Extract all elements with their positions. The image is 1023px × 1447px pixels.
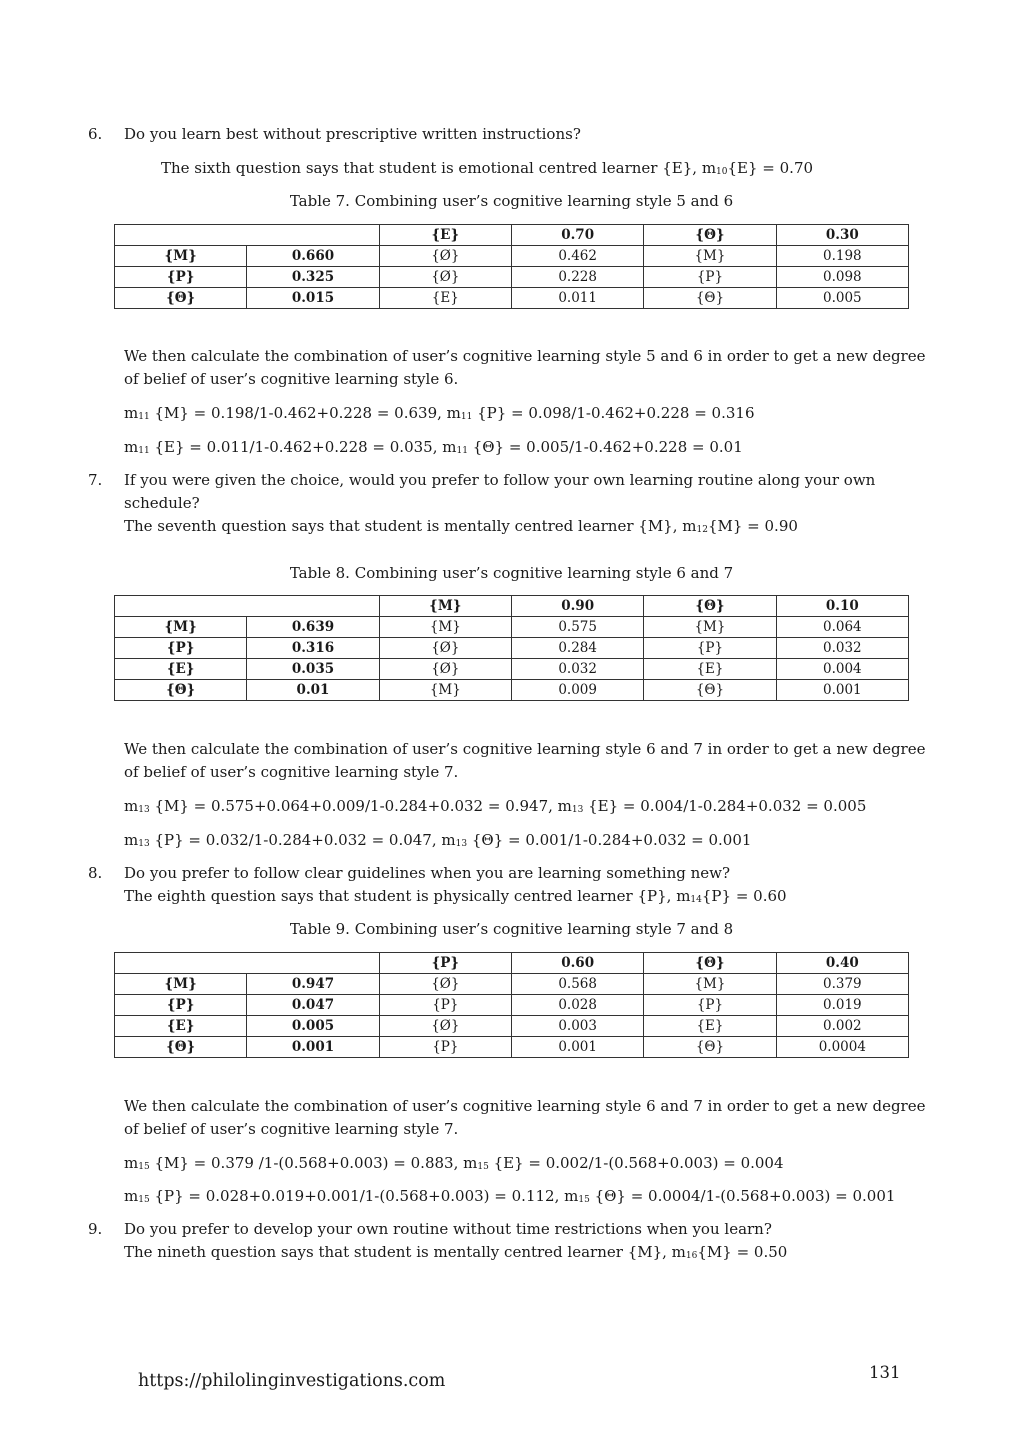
table-header-row [115, 225, 909, 246]
table-row [115, 680, 909, 701]
item-number-9: 9. [88, 1220, 103, 1238]
calc-2-text-line2: of belief of user’s cognitive learning style 7. [124, 763, 459, 781]
table-header-cell: {Θ} [644, 953, 776, 974]
calc-1-equation-1 [124, 402, 755, 429]
table-header-blank [115, 953, 380, 974]
table-cell: {Θ} [644, 680, 776, 701]
table-cell: 0.019 [776, 995, 908, 1016]
equation-text: {P} = 0.028+0.019+0.001/1-(0.568+0.003) = 0.112, m [149, 1187, 579, 1205]
table-cell: 0.228 [511, 267, 643, 288]
equation-text: {Θ} = 0.001/1-0.284+0.032 = 0.001 [467, 831, 752, 849]
table-header-cell: 0.90 [511, 596, 643, 617]
calc-2-equation-2 [124, 829, 751, 856]
table-cell: 0.064 [776, 617, 908, 638]
subscript: 13 [571, 805, 584, 815]
table-cell: {E} [115, 659, 247, 680]
table-cell: {Ø} [379, 246, 511, 267]
table-cell: {M} [379, 617, 511, 638]
equation-text: {E} = 0.004/1-0.284+0.032 = 0.005 [583, 797, 867, 815]
table-cell: 0.003 [511, 1016, 643, 1037]
table-header-cell: 0.40 [776, 953, 908, 974]
table-cell: 0.028 [511, 995, 643, 1016]
equation-text: m [124, 1187, 139, 1205]
table-row [115, 1016, 909, 1037]
equation-text: {M} = 0.198/1-0.462+0.228 = 0.639, m [149, 404, 461, 422]
statement-8: The eighth question says that student is physically centred learner {P}, $m_{14}\{P\} = 0.60$ [124, 887, 787, 905]
table-row [115, 974, 909, 995]
table-cell: {P} [644, 995, 776, 1016]
equation-text: m [124, 1154, 139, 1172]
statement-6: The sixth question says that student is emotional centred learner {E}, $m_{10}\{E\} = 0.70$ [161, 159, 814, 177]
table-cell: {M} [644, 617, 776, 638]
table-8 [114, 595, 909, 701]
table-cell: 0.001 [511, 1037, 643, 1058]
subscript: 15 [578, 1195, 590, 1205]
equation-text: m [124, 797, 139, 815]
table-cell: {Θ} [644, 288, 776, 309]
table-header-cell: {Θ} [644, 596, 776, 617]
table-cell: {M} [644, 974, 776, 995]
calc-2-equation-1 [124, 795, 866, 822]
equation-text: {Θ} = 0.0004/1-(0.568+0.003) = 0.001 [589, 1187, 896, 1205]
table-row [115, 638, 909, 659]
table-cell: 0.005 [247, 1016, 379, 1037]
table-row [115, 246, 909, 267]
calc-3-equation-2 [124, 1185, 895, 1212]
equation-text: m [124, 404, 139, 422]
subscript: 11 [138, 412, 150, 422]
table-cell: {M} [115, 617, 247, 638]
calc-1-text-line2: of belief of user’s cognitive learning style 6. [124, 370, 459, 388]
table-9-caption: Table 9. Combining user’s cognitive learning style 7 and 8 [289, 920, 734, 938]
equation-text: {E} = 0.002/1-(0.568+0.003) = 0.004 [488, 1154, 784, 1172]
table-header-blank [115, 596, 380, 617]
subscript: 13 [138, 839, 150, 849]
calc-1-equation-2 [124, 436, 743, 463]
table-9 [114, 952, 909, 1058]
table-cell: 0.004 [776, 659, 908, 680]
table-header-cell: {Θ} [644, 225, 776, 246]
question-8: Do you prefer to follow clear guidelines when you are learning something new? [124, 864, 731, 882]
page-number: 131 [869, 1363, 901, 1382]
equation-text: {M} = 0.379 /1-(0.568+0.003) = 0.883, m [149, 1154, 478, 1172]
calc-2-text-line1: We then calculate the combination of user’s cognitive learning style 6 and 7 in order to get a new degree [124, 740, 926, 758]
equation-text: {E} = 0.011/1-0.462+0.228 = 0.035, m [149, 438, 457, 456]
table-cell: 0.032 [776, 638, 908, 659]
table-cell: 0.575 [511, 617, 643, 638]
table-header-cell: 0.30 [776, 225, 908, 246]
statement-7: The seventh question says that student is mentally centred learner {M}, $m_{12}\{M\} = 0.90$ [124, 517, 798, 535]
question-6: Do you learn best without prescriptive written instructions? [124, 125, 581, 143]
table-header-cell: 0.60 [511, 953, 643, 974]
calc-3-text-line2: of belief of user’s cognitive learning style 7. [124, 1120, 459, 1138]
table-cell: {Ø} [379, 659, 511, 680]
table-cell: 0.284 [511, 638, 643, 659]
question-7-line2: schedule? [124, 494, 200, 512]
table-cell: 0.462 [511, 246, 643, 267]
table-cell: 0.005 [776, 288, 908, 309]
table-cell: {M} [379, 680, 511, 701]
equation-text: m [124, 831, 139, 849]
calc-3-text-line1: We then calculate the combination of user’s cognitive learning style 6 and 7 in order to get a new degree [124, 1097, 926, 1115]
table-cell: 0.316 [247, 638, 379, 659]
table-header-cell: {E} [379, 225, 511, 246]
table-header-blank [115, 225, 380, 246]
table-cell: 0.098 [776, 267, 908, 288]
subscript: 11 [456, 446, 468, 456]
item-number-6: 6. [88, 125, 103, 143]
table-row [115, 1037, 909, 1058]
footer-url: https://philolinginvestigations.com [138, 1371, 446, 1391]
table-cell: 0.011 [511, 288, 643, 309]
item-number-8: 8. [88, 864, 103, 882]
table-cell: {M} [115, 246, 247, 267]
table-cell: 0.047 [247, 995, 379, 1016]
table-cell: {P} [115, 995, 247, 1016]
table-cell: 0.660 [247, 246, 379, 267]
table-cell: 0.015 [247, 288, 379, 309]
item-number-7: 7. [88, 471, 103, 489]
table-cell: 0.379 [776, 974, 908, 995]
table-7-caption: Table 7. Combining user’s cognitive learning style 5 and 6 [289, 192, 734, 210]
table-cell: 0.032 [511, 659, 643, 680]
table-cell: {E} [379, 288, 511, 309]
equation-text: {Θ} = 0.005/1-0.462+0.228 = 0.01 [467, 438, 743, 456]
table-row [115, 659, 909, 680]
table-header-cell: {P} [379, 953, 511, 974]
table-cell: {P} [644, 638, 776, 659]
equation-text: m [124, 438, 139, 456]
table-cell: 0.002 [776, 1016, 908, 1037]
subscript: 13 [455, 839, 468, 849]
question-9: Do you prefer to develop your own routine without time restrictions when you learn? [124, 1220, 772, 1238]
table-row [115, 267, 909, 288]
table-cell: 0.639 [247, 617, 379, 638]
table-cell: {M} [115, 974, 247, 995]
table-cell: 0.0004 [776, 1037, 908, 1058]
table-cell: 0.198 [776, 246, 908, 267]
equation-text: {P} = 0.032/1-0.284+0.032 = 0.047, m [149, 831, 456, 849]
table-cell: 0.001 [776, 680, 908, 701]
table-cell: {E} [115, 1016, 247, 1037]
table-row [115, 288, 909, 309]
subscript: 15 [138, 1195, 150, 1205]
equation-text: {M} = 0.575+0.064+0.009/1-0.284+0.032 = 0.947, m [149, 797, 572, 815]
table-cell: 0.009 [511, 680, 643, 701]
subscript: 15 [477, 1162, 489, 1172]
table-header-row [115, 953, 909, 974]
table-header-row [115, 596, 909, 617]
table-cell: {Ø} [379, 1016, 511, 1037]
table-header-cell: 0.70 [511, 225, 643, 246]
subscript: 11 [138, 446, 150, 456]
table-cell: {Θ} [115, 1037, 247, 1058]
table-cell: 0.947 [247, 974, 379, 995]
table-cell: 0.01 [247, 680, 379, 701]
table-cell: {Ø} [379, 974, 511, 995]
table-cell: {P} [644, 267, 776, 288]
table-cell: 0.001 [247, 1037, 379, 1058]
question-7-line1: If you were given the choice, would you prefer to follow your own learning routine along your own [124, 471, 876, 489]
table-cell: 0.035 [247, 659, 379, 680]
table-cell: {M} [644, 246, 776, 267]
table-cell: {P} [115, 638, 247, 659]
equation-text: {P} = 0.098/1-0.462+0.228 = 0.316 [472, 404, 755, 422]
table-cell: 0.568 [511, 974, 643, 995]
table-8-caption: Table 8. Combining user’s cognitive learning style 6 and 7 [289, 564, 734, 582]
table-7 [114, 224, 909, 309]
table-header-cell: {M} [379, 596, 511, 617]
table-cell: {E} [644, 659, 776, 680]
table-cell: {E} [644, 1016, 776, 1037]
table-row [115, 617, 909, 638]
subscript: 15 [138, 1162, 150, 1172]
table-cell: {P} [379, 995, 511, 1016]
table-cell: 0.325 [247, 267, 379, 288]
table-cell: {Θ} [644, 1037, 776, 1058]
table-cell: {Θ} [115, 680, 247, 701]
table-row [115, 995, 909, 1016]
calc-1-text-line1: We then calculate the combination of user’s cognitive learning style 5 and 6 in order to get a new degree [124, 347, 926, 365]
table-cell: {Θ} [115, 288, 247, 309]
statement-9: The nineth question says that student is mentally centred learner {M}, $m_{16}\{M\} = 0.50$ [124, 1243, 788, 1261]
table-cell: {P} [115, 267, 247, 288]
calc-3-equation-1 [124, 1152, 784, 1179]
table-cell: {P} [379, 1037, 511, 1058]
subscript: 11 [460, 412, 473, 422]
table-header-cell: 0.10 [776, 596, 908, 617]
table-cell: {Ø} [379, 267, 511, 288]
table-cell: {Ø} [379, 638, 511, 659]
subscript: 13 [138, 805, 150, 815]
